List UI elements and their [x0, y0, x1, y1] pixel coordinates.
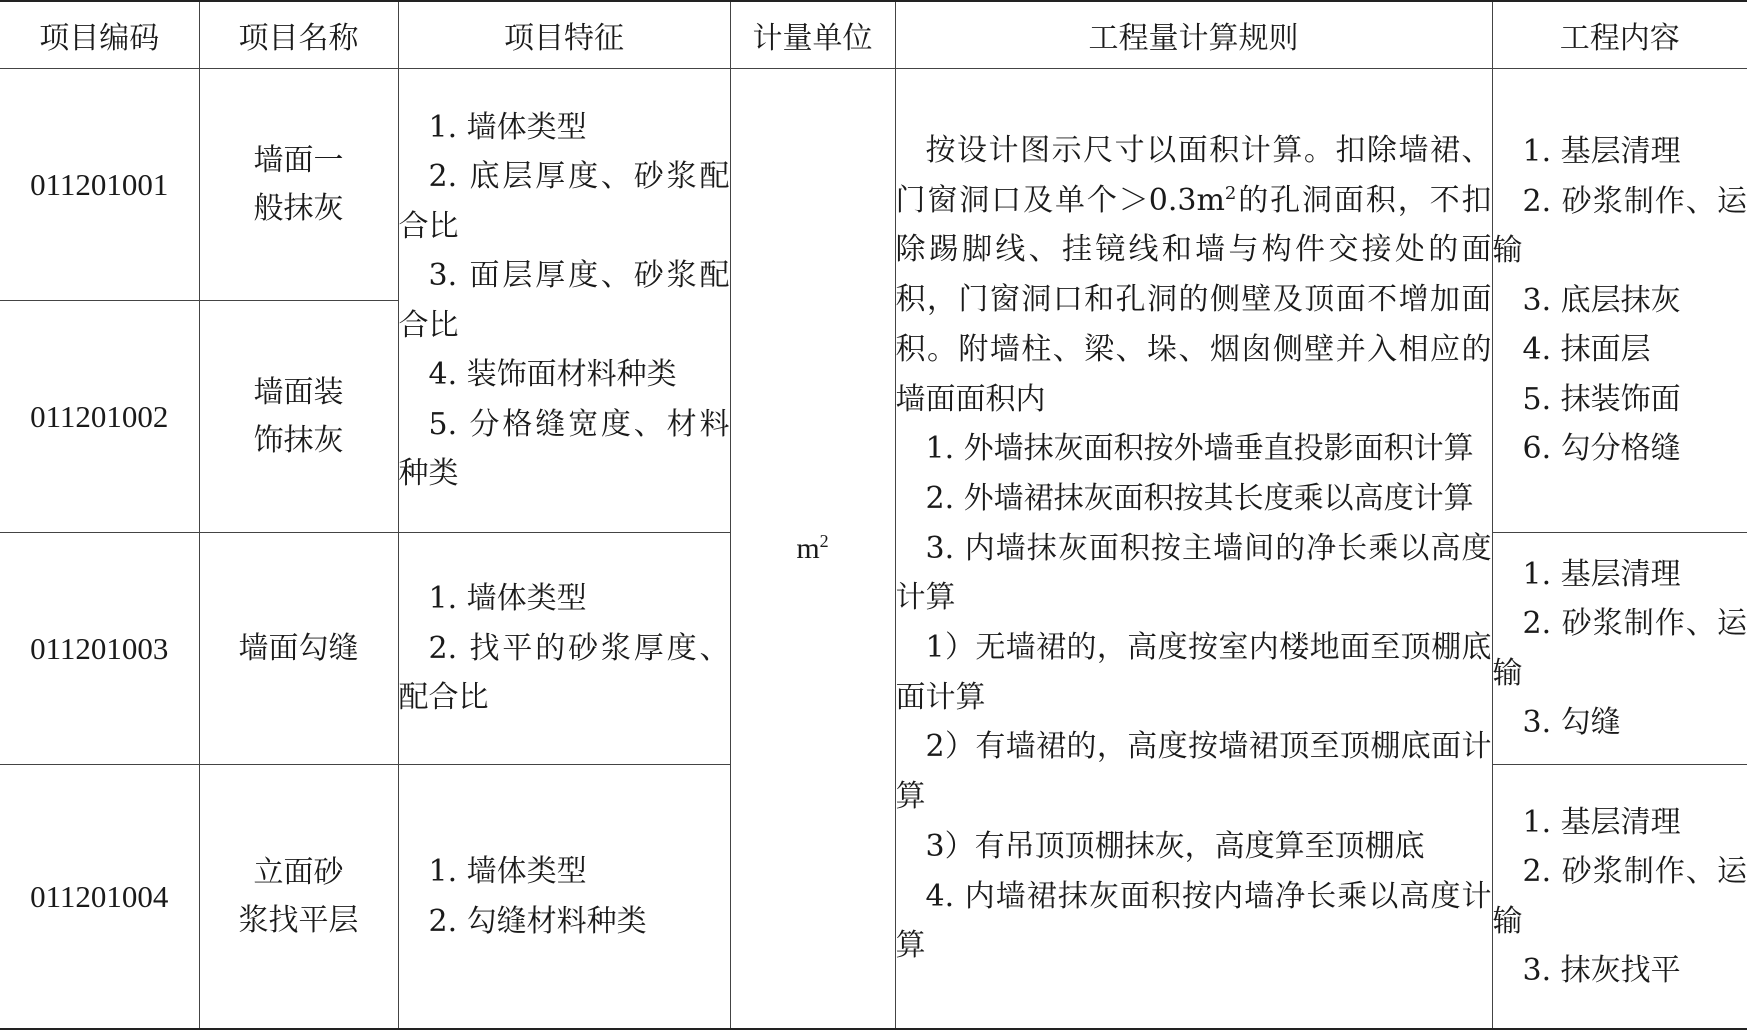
unit-superscript: 2	[819, 530, 829, 551]
feature-line: 2. 底层厚度、砂浆配合比	[398, 159, 730, 244]
content-line: 4. 抹面层	[1522, 332, 1651, 368]
content-line: 3. 底层抹灰	[1522, 282, 1681, 318]
header-rules: 工程量计算规则	[895, 1, 1492, 69]
item-name	[199, 301, 398, 533]
item-name	[199, 69, 398, 301]
header-features: 项目特征	[398, 1, 730, 69]
item-code: 011201004	[0, 765, 199, 1030]
content-line: 5. 抹装饰面	[1522, 381, 1681, 417]
item-name-line: 饰抹灰	[253, 422, 344, 458]
content-line: 3. 勾缝	[1522, 705, 1621, 740]
rule-line: 4. 内墙裙抹灰面积按内墙净长乘以高度计算	[895, 878, 1492, 964]
item-name-line: 立面砂	[253, 854, 344, 890]
content-line: 1. 基层清理	[1522, 556, 1681, 592]
content-line: 1. 基层清理	[1522, 134, 1681, 170]
feature-line: 1. 墙体类型	[428, 109, 587, 145]
content-line: 3. 抹灰找平	[1522, 953, 1681, 988]
feature-line: 4. 装饰面材料种类	[428, 357, 677, 392]
feature-line: 1. 墙体类型	[428, 854, 587, 889]
content-line: 2. 砂浆制作、运输	[1492, 854, 1747, 939]
content-line: 2. 砂浆制作、运输	[1492, 183, 1747, 269]
item-name-line: 墙面装	[253, 374, 344, 410]
item-features	[398, 69, 730, 533]
rule-line: 3. 内墙抹灰面积按主墙间的净长乘以高度计算	[895, 530, 1492, 616]
header-name: 项目名称	[199, 1, 398, 69]
work-content	[1492, 69, 1747, 533]
feature-line: 3. 面层厚度、砂浆配合比	[398, 258, 730, 343]
unit-base: m	[796, 531, 820, 565]
content-line: 1. 基层清理	[1522, 804, 1681, 840]
header-content: 工程内容	[1492, 1, 1747, 69]
table-row	[0, 69, 1747, 301]
item-features	[398, 533, 730, 765]
header-unit: 计量单位	[730, 1, 895, 69]
item-code: 011201001	[0, 69, 199, 301]
item-name-line: 浆找平层	[238, 902, 359, 938]
item-name-line: 墙面勾缝	[238, 630, 359, 666]
header-row	[0, 1, 1747, 69]
rule-intro-superscript: 2	[1224, 182, 1237, 204]
item-name-line: 墙面一	[253, 142, 344, 178]
feature-line: 2. 找平的砂浆厚度、配合比	[398, 630, 730, 716]
item-features	[398, 765, 730, 1030]
feature-line: 5. 分格缝宽度、材料种类	[398, 406, 730, 491]
work-content	[1492, 765, 1747, 1030]
item-code: 011201003	[0, 533, 199, 765]
feature-line: 1. 墙体类型	[428, 581, 587, 617]
item-code: 011201002	[0, 301, 199, 533]
rule-line: 2）有墙裙的，高度按墙裙顶至顶棚底面计算	[895, 729, 1492, 815]
rule-line: 3）有吊顶顶棚抹灰，高度算至顶棚底	[925, 828, 1425, 864]
feature-line: 2. 勾缝材料种类	[428, 903, 647, 939]
header-code: 项目编码	[0, 1, 199, 69]
item-name	[199, 533, 398, 765]
rule-line: 1）无墙裙的，高度按室内楼地面至顶棚底面计算	[895, 630, 1492, 715]
rule-intro-text: 按设计图示尺寸以面积计算。扣除墙裙、门窗洞口及单个＞0.3m	[895, 133, 1492, 218]
rule-intro	[896, 126, 1492, 424]
item-name-line: 般抹灰	[253, 190, 344, 226]
content-line: 6. 勾分格缝	[1522, 431, 1681, 467]
unit-cell	[730, 69, 895, 1030]
content-line: 2. 砂浆制作、运输	[1492, 606, 1747, 691]
calculation-rules	[895, 69, 1492, 1030]
rule-line: 2. 外墙裙抹灰面积按其长度乘以高度计算	[925, 480, 1474, 516]
rule-intro-text: 的孔洞面积，不扣除踢脚线、挂镜线和墙与构件交接处的面积，门窗洞口和孔洞的侧壁及顶面不增加面积。附墙柱、梁、垛、烟囱侧壁并入相应的墙面面积内	[895, 182, 1492, 417]
work-content	[1492, 533, 1747, 765]
rule-line: 1. 外墙抹灰面积按外墙垂直投影面积计算	[925, 431, 1474, 467]
item-name	[199, 765, 398, 1030]
